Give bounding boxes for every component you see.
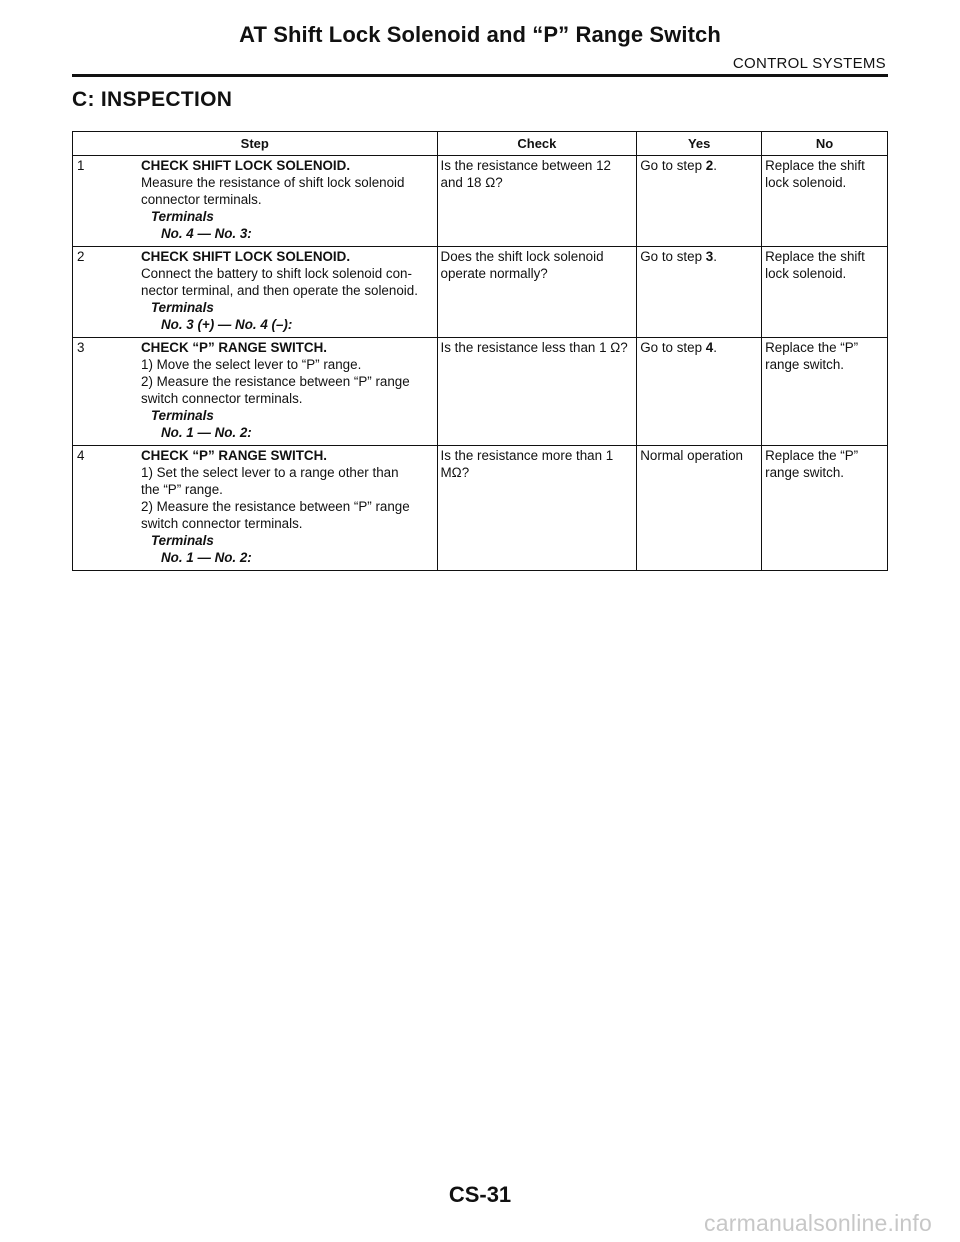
yes-step-ref: 2 <box>705 158 714 173</box>
step-instruction: 2) Measure the resistance between “P” range <box>141 499 410 514</box>
step-number: 4 <box>77 448 85 463</box>
table-row <box>73 156 888 247</box>
step-cell <box>73 446 438 571</box>
yes-cell <box>637 156 762 247</box>
yes-cell <box>637 338 762 446</box>
table-row <box>73 338 888 446</box>
terminals-label: Terminals <box>151 300 214 315</box>
terminals-value: No. 4 — No. 3: <box>161 226 252 241</box>
page-number: CS-31 <box>448 1182 512 1207</box>
terminals-label: Terminals <box>151 533 214 548</box>
terminals-value: No. 3 (+) — No. 4 (–): <box>161 317 293 332</box>
step-instruction: the “P” range. <box>141 482 223 497</box>
step-instruction: switch connector terminals. <box>141 391 303 406</box>
table-row <box>73 247 888 338</box>
check-cell: Is the resistance less than 1 Ω? <box>437 338 637 446</box>
step-instruction: nector terminal, and then operate the solenoid. <box>141 283 418 298</box>
step-instruction: Connect the battery to shift lock solenoid con- <box>141 266 412 281</box>
step-title: CHECK “P” RANGE SWITCH. <box>141 340 327 355</box>
yes-text: Go to step <box>640 340 706 355</box>
check-cell: Is the resistance between 12 and 18 Ω? <box>437 156 637 247</box>
yes-suffix: . <box>713 158 717 173</box>
column-header-check: Check <box>437 132 637 156</box>
table-header-row <box>73 132 888 156</box>
watermark: carmanualsonline.info <box>704 1210 932 1236</box>
step-cell <box>73 247 438 338</box>
step-cell <box>73 156 438 247</box>
yes-text: Go to step <box>640 249 706 264</box>
no-cell: Replace the “P” range switch. <box>762 338 888 446</box>
step-instruction: 2) Measure the resistance between “P” range <box>141 374 410 389</box>
step-title: CHECK “P” RANGE SWITCH. <box>141 448 327 463</box>
step-number: 3 <box>77 340 85 355</box>
column-header-no: No <box>762 132 888 156</box>
no-cell: Replace the shift lock solenoid. <box>762 156 888 247</box>
inspection-table <box>72 131 888 571</box>
check-cell: Is the resistance more than 1 MΩ? <box>437 446 637 571</box>
step-instruction: 1) Move the select lever to “P” range. <box>141 357 362 372</box>
yes-suffix: . <box>713 340 717 355</box>
step-number: 2 <box>77 249 85 264</box>
step-cell <box>73 338 438 446</box>
yes-cell <box>637 446 762 571</box>
terminals-label: Terminals <box>151 408 214 423</box>
terminals-value: No. 1 — No. 2: <box>161 425 252 440</box>
step-instruction: Measure the resistance of shift lock solenoid <box>141 175 405 190</box>
section-label: CONTROL SYSTEMS <box>732 55 886 72</box>
step-number: 1 <box>77 158 85 173</box>
yes-text: Go to step <box>640 158 706 173</box>
step-instruction: connector terminals. <box>141 192 262 207</box>
header-divider <box>72 74 888 77</box>
check-cell: Does the shift lock solenoid operate normally? <box>437 247 637 338</box>
inspection-heading: C: INSPECTION <box>72 88 233 111</box>
step-instruction: 1) Set the select lever to a range other than <box>141 465 399 480</box>
step-title: CHECK SHIFT LOCK SOLENOID. <box>141 249 351 264</box>
terminals-label: Terminals <box>151 209 214 224</box>
no-cell: Replace the “P” range switch. <box>762 446 888 571</box>
step-title: CHECK SHIFT LOCK SOLENOID. <box>141 158 351 173</box>
step-instruction: switch connector terminals. <box>141 516 303 531</box>
page-title: AT Shift Lock Solenoid and “P” Range Switch <box>239 22 721 47</box>
column-header-yes: Yes <box>637 132 762 156</box>
yes-step-ref: 3 <box>705 249 714 264</box>
table-row <box>73 446 888 571</box>
yes-text: Normal operation <box>640 448 743 463</box>
no-cell: Replace the shift lock solenoid. <box>762 247 888 338</box>
yes-suffix: . <box>713 249 717 264</box>
column-header-step: Step <box>73 132 438 156</box>
terminals-value: No. 1 — No. 2: <box>161 550 252 565</box>
yes-step-ref: 4 <box>705 340 714 355</box>
yes-cell <box>637 247 762 338</box>
